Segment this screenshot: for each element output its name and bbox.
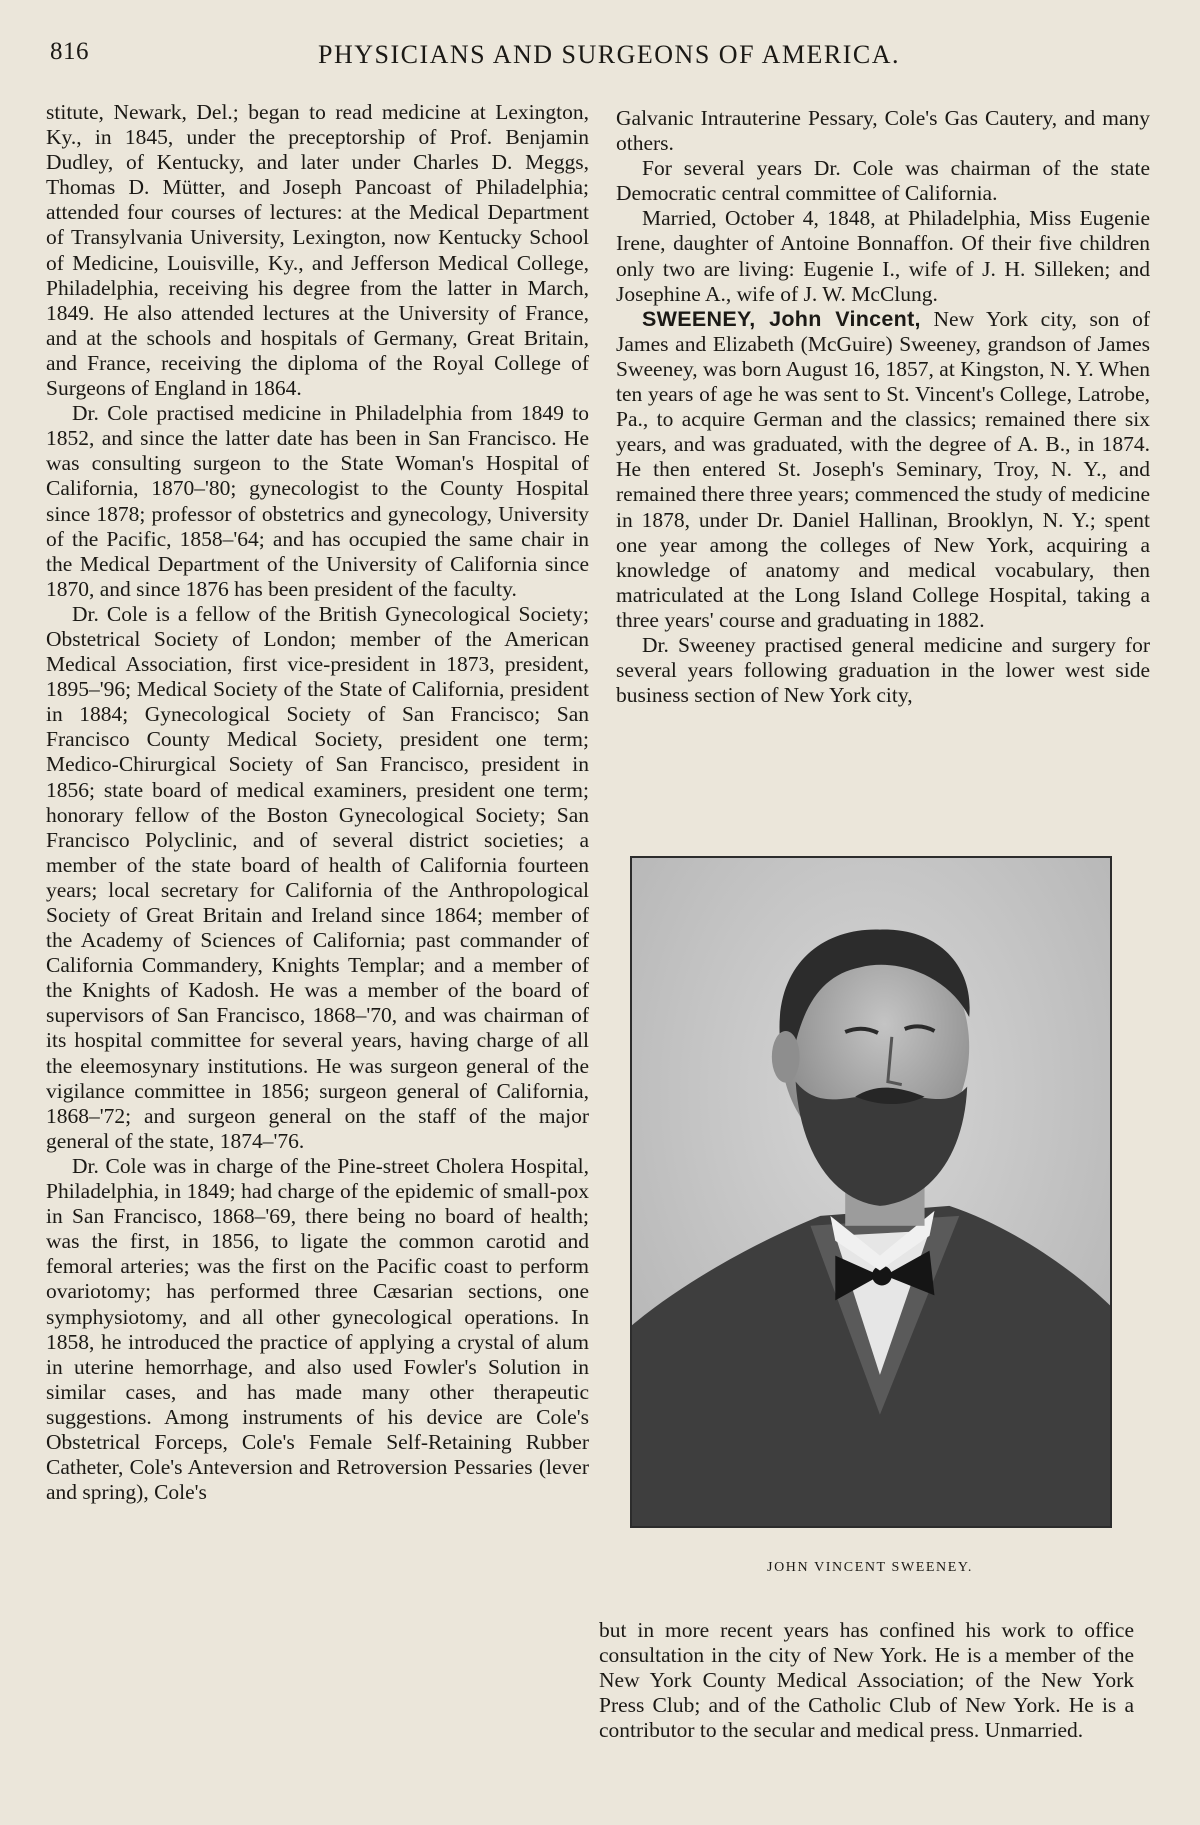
entry-name: SWEENEY, John Vincent,: [642, 306, 921, 331]
paragraph: but in more recent years has confined his work to office consultation in the city of New York. He is a member of the New York County Medical Association; of the New York Press Club; and of the Catholic Club of New York. He is a contributor to the secular and medical press. Unmarried.: [599, 1618, 1134, 1743]
paragraph: For several years Dr. Cole was chairman of the state Democratic central committee of California.: [616, 156, 1150, 206]
paragraph: stitute, Newark, Del.; began to read medicine at Lexington, Ky., in 1845, under the preceptorship of Prof. Benjamin Dudley, of Kentucky, and later under Charles D. Meggs, Thomas D. Mütter, and Joseph Pancoast of Philadelphia; attended four courses of lectures: at the Medical Department of Transylvania University, Lexington, now Kentucky School of Medicine, Louisville, Ky., and Jefferson Medical College, Philadelphia, receiving his degree from the latter in March, 1849. He also attended lectures at the University of France, and at the schools and hospitals of Germany, Great Britain, and France, receiving the diploma of the Royal College of Surgeons of England in 1864.: [46, 100, 589, 401]
running-title: PHYSICIANS AND SURGEONS OF AMERICA.: [318, 40, 900, 69]
left-column: [46, 100, 589, 1505]
right-column-top: [616, 106, 1150, 708]
page-number: 816: [50, 38, 89, 65]
right-column-bottom: [599, 1618, 1134, 1743]
paragraph: Dr. Cole is a fellow of the British Gynecological Society; Obstetrical Society of London; member of the American Medical Association, first vice-president in 1873, president, 1895–'96; Medical Society of the State of California, president in 1884; Gynecological Society of San Francisco; San Francisco County Medical Society, president one term; Medico-Chirurgical Society of San Francisco, president in 1856; state board of medical examiners, president one term; honorary fellow of the Boston Gynecological Society; San Francisco Polyclinic, and of several district societies; a member of the state board of health of California fourteen years; local secretary for California of the Anthropological Society of Great Britain and Ireland since 1864; member of the Academy of Sciences of California; past commander of California Commandery, Knights Templar; and a member of the Knights of Kadosh. He was a member of the board of supervisors of San Francisco, 1868–'70, and was chairman of its hospital committee for several years, having charge of all the eleemosynary institutions. He was surgeon general of the vigilance committee in 1856; surgeon general of California, 1868–'72; and surgeon general on the staff of the major general of the state, 1874–'76.: [46, 601, 589, 1153]
paragraph: Galvanic Intrauterine Pessary, Cole's Gas Cautery, and many others.: [616, 106, 1150, 156]
biography-entry: [616, 307, 1150, 633]
paragraph: Dr. Cole was in charge of the Pine-street Cholera Hospital, Philadelphia, in 1849; had charge of the epidemic of small-pox in San Francisco, 1868–'69, there being no board of health; was the first, in 1856, to ligate the common carotid and femoral arteries; was the first on the Pacific coast to perform ovariotomy; has performed three Cæsarian sections, one symphysiotomy, and all other gynecological operations. In 1858, he introduced the practice of applying a crystal of alum in uterine hemorrhage, and also used Fowler's Solution in similar cases, and has made many other therapeutic suggestions. Among instruments of his device are Cole's Obstetrical Forceps, Cole's Female Self-Retaining Rubber Catheter, Cole's Anteversion and Retroversion Pessaries (lever and spring), Cole's: [46, 1153, 589, 1505]
paragraph: Married, October 4, 1848, at Philadelphia, Miss Eugenie Irene, daughter of Antoine Bonnaffon. Of their five children only two are living: Eugenie I., wife of J. H. Silleken; and Josephine A., wife of J. W. McClung.: [616, 206, 1150, 306]
portrait-illustration: [632, 858, 1110, 1526]
paragraph: Dr. Sweeney practised general medicine and surgery for several years following graduation in the lower west side business section of New York city,: [616, 632, 1150, 708]
entry-text: New York city, son of James and Elizabeth (McGuire) Sweeney, grandson of James Sweeney, was born August 16, 1857, at Kingston, N. Y. When ten years of age he was sent to St. Vincent's College, Latrobe, Pa., to acquire German and the classics; remained there six years, and was graduated, with the degree of A. B., in 1874. He then entered St. Joseph's Seminary, Troy, N. Y., and remained there three years; commenced the study of medicine in 1878, under Dr. Daniel Hallinan, Brooklyn, N. Y.; spent one year among the colleges of New York, acquiring a knowledge of anatomy and medical vocabulary, then matriculated at the Long Island College Hospital, taking a three years' course and graduating in 1882.: [616, 306, 1150, 632]
portrait-caption: JOHN VINCENT SWEENEY.: [767, 1560, 973, 1575]
paragraph: Dr. Cole practised medicine in Philadelphia from 1849 to 1852, and since the latter date has been in San Francisco. He was consulting surgeon to the State Woman's Hospital of California, 1870–'80; gynecologist to the County Hospital since 1878; professor of obstetrics and gynecology, University of the Pacific, 1858–'64; and has occupied the same chair in the Medical Department of the University of California since 1870, and since 1876 has been president of the faculty.: [46, 401, 589, 601]
portrait-photo: [630, 856, 1112, 1528]
